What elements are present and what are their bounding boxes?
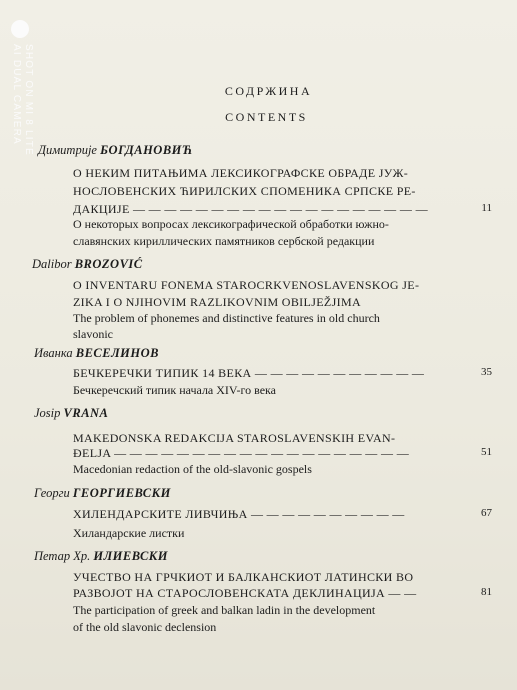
author-name: Dalibor BROZOVIĆ	[32, 257, 143, 271]
watermark-dot-icon	[11, 20, 29, 38]
entry-title-line: О НЕКИМ ПИТАЊИМА ЛЕКСИКОГРАФСКЕ ОБРАДЕ ЈУЖ-	[73, 166, 409, 180]
entry-title-line: БЕЧКЕРЕЧКИ ТИПИК 14 ВЕКА — — — — — — — — — — —	[73, 366, 425, 380]
entry-title-line: УЧЕСТВО НА ГРЧКИОТ И БАЛКАНСКИОТ ЛАТИНСКИ ВО	[73, 570, 414, 584]
page-number: 11	[481, 202, 492, 214]
author-name: Димитрије БОГДАНОВИЋ	[38, 143, 193, 157]
entry-summary-line: Бечкеречский типик начала XIV-го века	[73, 383, 277, 397]
author-name: Петар Хр. ИЛИЕВСКИ	[34, 549, 169, 563]
entry-title-line: MAKEDONSKA REDAKCIJA STAROSLAVENSKIH EVAN-	[73, 431, 396, 445]
entry-title-line: ZIKA I O NJIHOVIM RAZLIKOVNIM OBILJEŽJIMA	[73, 295, 361, 309]
contents-heading-cyrillic: СОДРЖИНА	[224, 84, 313, 98]
author-name: Иванка ВЕСЕЛИНОВ	[34, 346, 159, 360]
entry-summary-line: slavonic	[73, 327, 113, 341]
page-number: 81	[481, 586, 492, 598]
entry-summary-line: Хиландарские листки	[73, 526, 185, 540]
page-number: 35	[481, 366, 492, 378]
entry-title-line: РАЗВОЈОТ НА СТАРОСЛОВЕНСКАТА ДЕКЛИНАЦИЈА — —	[73, 586, 417, 600]
entry-summary-line: The problem of phonemes and distinctive features in old church	[73, 311, 380, 325]
contents-heading-latin: CONTENTS	[225, 110, 308, 124]
entry-title-line: ĐELJA — — — — — — — — — — — — — — — — — — —	[73, 446, 410, 460]
camera-watermark	[4, 20, 40, 250]
author-name: Георги ГЕОРГИЕВСКИ	[34, 486, 171, 500]
author-name: Josip VRANA	[34, 406, 109, 420]
entry-summary-line: Macedonian redaction of the old-slavonic gospels	[73, 462, 312, 476]
entry-title-line: НОСЛОВЕНСКИХ ЋИРИЛСКИХ СПОМЕНИКА СРПСКЕ РЕ-	[73, 184, 416, 198]
entry-summary-line: of the old slavonic declension	[73, 620, 217, 634]
page-number: 67	[481, 507, 492, 519]
entry-summary-line: славянских кириллических памятников сербской редакции	[73, 234, 375, 248]
entry-title-line: ДАКЦИЈЕ — — — — — — — — — — — — — — — — — — —	[73, 202, 428, 216]
page-number: 51	[481, 446, 492, 458]
watermark-text: SHOT ON MI 8 LITE AI DUAL CAMERA	[11, 44, 34, 156]
entry-summary-line: О некоторых вопросах лексикографической обработки южно-	[73, 217, 389, 231]
entry-title-line: O INVENTARU FONEMA STAROCRKVENOSLAVENSKOG JE-	[73, 278, 420, 292]
entry-summary-line: The participation of greek and balkan ladin in the development	[73, 603, 376, 617]
entry-title-line: ХИЛЕНДАРСКИТЕ ЛИВЧИЊА — — — — — — — — — —	[73, 507, 405, 521]
